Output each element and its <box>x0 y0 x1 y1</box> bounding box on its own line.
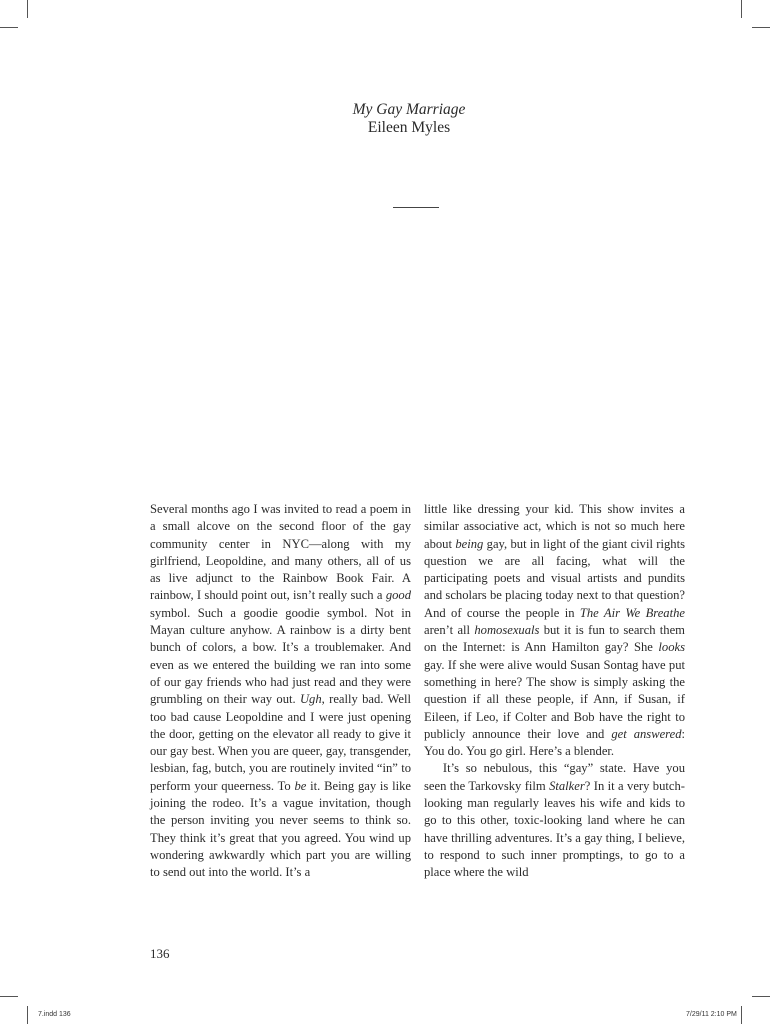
author-name: Eileen Myles <box>367 119 451 136</box>
crop-mark <box>752 996 770 997</box>
crop-mark <box>0 996 18 997</box>
section-rule <box>393 207 439 208</box>
crop-mark <box>752 27 770 28</box>
crop-mark <box>27 0 28 18</box>
paragraph: It’s so nebulous, this “gay” state. Have you seen the Tarkovsky film Stalker? In it a very butch-looking man regularly leaves his wife and kids to go to this other, toxic-looking land where he can have thrilling adventures. It’s a gay thing, I believe, to respond to such inner promptings, to go to a place where the wild <box>424 761 685 880</box>
page-number: 136 <box>150 946 170 961</box>
body-column-left <box>150 501 411 882</box>
essay-title: My Gay Marriage <box>352 101 466 118</box>
slug-filename: 7.indd 136 <box>38 1011 71 1018</box>
body-column-right <box>424 501 685 882</box>
title-block <box>0 101 770 137</box>
paragraph: little like dressing your kid. This show invites a similar associative act, which is not so much here about being gay, but in light of the giant civil rights question we are all facing, what will the participating poets and visual artists and pundits and scholars be placing today next to that question? And of course the people in The Air We Breathe aren’t all homosexuals but it is fun to search them on the Internet: is Ann Hamilton gay? She looks gay. If she were alive would Susan Sontag have put something in here? The show is simply asking the question if all these people, if Ann, if Susan, if Eileen, if Leo, if Colter and Bob have the right to publicly announce their love and get answered: You do. You go girl. Here’s a blender. <box>424 502 686 759</box>
slug-timestamp: 7/29/11 2:10 PM <box>686 1011 737 1018</box>
crop-mark <box>741 0 742 18</box>
crop-mark <box>741 1006 742 1024</box>
paragraph: Several months ago I was invited to read a poem in a small alcove on the second floor of the gay community center in NYC—along with my girlfriend, Leopoldine, and many others, all of us as live adjunct to the Rainbow Book Fair. A rainbow, I should point out, isn’t really such a good symbol. Such a goodie goodie symbol. Not in Mayan culture anyhow. A rainbow is a dirty bent bunch of colors, a bow. It’s a troublemaker. And even as we entered the building we ran into some of our gay friends who had just read and they were grumbling on their way out. Ugh, really bad. Well too bad cause Leopoldine and I were just opening the door, getting on the elevator all ready to give it our gay best. When you are queer, gay, transgender, lesbian, fag, butch, you are routinely invited “in” to perform your queerness. To be it. Being gay is like joining the rodeo. It’s a vague invitation, though the person inviting you never seems to think so. They think it’s great that you agreed. You wind up wondering awkwardly which part you are willing to send out into the world. It’s a <box>150 502 411 880</box>
crop-mark <box>0 27 18 28</box>
crop-mark <box>27 1006 28 1024</box>
